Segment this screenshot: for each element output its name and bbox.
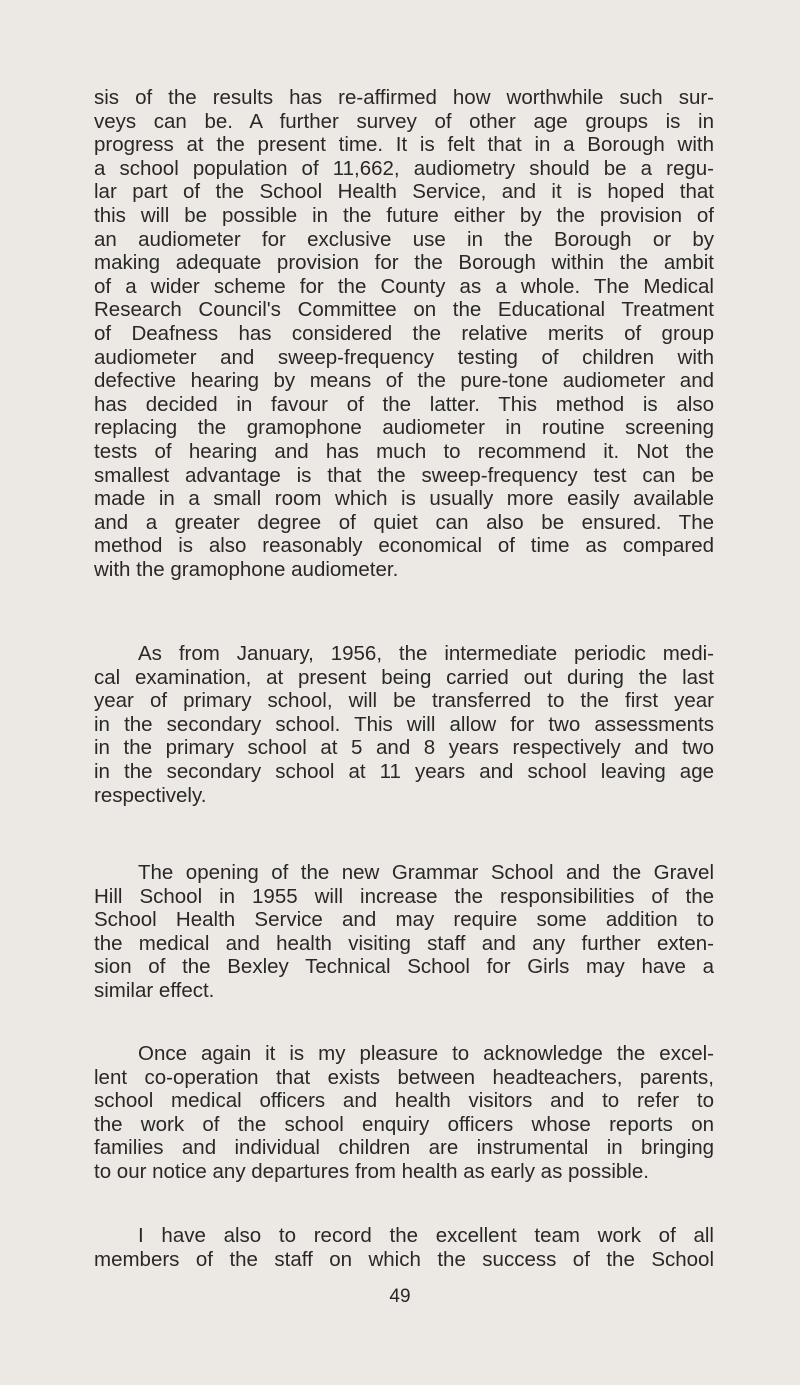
- text-line: cal examination, at present being carried out during the last: [94, 665, 714, 689]
- text-line: tests of hearing and has much to recommend it. Not the: [94, 439, 714, 463]
- text-line: smallest advantage is that the sweep-frequency test can be: [94, 463, 714, 487]
- text-line: in the primary school at 5 and 8 years respectively and two: [94, 736, 714, 760]
- text-line: lent co-operation that exists between headteachers, parents,: [94, 1065, 714, 1089]
- text-line: in the secondary school. This will allow for two assessments: [94, 712, 714, 736]
- text-line: Once again it is my pleasure to acknowledge the excel-: [138, 1042, 714, 1065]
- paragraph-3: [94, 861, 714, 1003]
- paragraph-2: [94, 642, 714, 807]
- text-line: School Health Service and may require some addition to: [94, 908, 714, 932]
- text-line: respectively.: [94, 783, 207, 807]
- paragraph-5: [94, 1224, 714, 1271]
- text-line: audiometer and sweep-frequency testing of children with: [94, 345, 714, 369]
- text-line: a school population of 11,662, audiometry should be a regu-: [94, 156, 714, 180]
- page-number: 49: [389, 1286, 411, 1307]
- text-line: progress at the present time. It is felt that in a Borough with: [94, 133, 714, 157]
- text-line: defective hearing by means of the pure-tone audiometer and: [94, 369, 714, 393]
- text-line: made in a small room which is usually more easily available: [94, 487, 714, 511]
- text-line: and a greater degree of quiet can also be ensured. The: [94, 510, 714, 534]
- text-line: sis of the results has re-affirmed how worthwhile such sur-: [94, 86, 714, 109]
- text-line: members of the staff on which the success of the School: [94, 1247, 714, 1271]
- text-line: As from January, 1956, the intermediate periodic medi-: [138, 642, 714, 665]
- text-line: veys can be. A further survey of other age groups is in: [94, 109, 714, 133]
- text-line: school medical officers and health visitors and to refer to: [94, 1089, 714, 1113]
- paragraph-4: [94, 1042, 714, 1184]
- text-line: an audiometer for exclusive use in the Borough or by: [94, 227, 714, 251]
- text-line: Hill School in 1955 will increase the responsibilities of the: [94, 884, 714, 908]
- text-line: Research Council's Committee on the Educational Treatment: [94, 298, 714, 322]
- text-line: sion of the Bexley Technical School for Girls may have a: [94, 955, 714, 979]
- text-line: year of primary school, will be transferred to the first year: [94, 689, 714, 713]
- text-line: method is also reasonably economical of time as compared: [94, 534, 714, 558]
- text-line: similar effect.: [94, 978, 215, 1002]
- text-line: in the secondary school at 11 years and school leaving age: [94, 759, 714, 783]
- text-line: I have also to record the excellent team work of all: [138, 1224, 714, 1247]
- text-line: the medical and health visiting staff and any further exten-: [94, 931, 714, 955]
- text-line: to our notice any departures from health as early as possible.: [94, 1159, 649, 1183]
- text-line: the work of the school enquiry officers whose reports on: [94, 1112, 714, 1136]
- text-line: has decided in favour of the latter. This method is also: [94, 392, 714, 416]
- text-line: this will be possible in the future either by the provision of: [94, 203, 714, 227]
- text-line: The opening of the new Grammar School and the Gravel: [138, 861, 714, 884]
- paragraph-1: [94, 86, 714, 581]
- text-line: families and individual children are instrumental in bringing: [94, 1136, 714, 1160]
- text-line: replacing the gramophone audiometer in routine screening: [94, 416, 714, 440]
- text-line: of a wider scheme for the County as a whole. The Medical: [94, 274, 714, 298]
- text-line: making adequate provision for the Borough within the ambit: [94, 251, 714, 275]
- text-line: lar part of the School Health Service, and it is hoped that: [94, 180, 714, 204]
- text-line: with the gramophone audiometer.: [94, 557, 399, 581]
- text-line: of Deafness has considered the relative merits of group: [94, 321, 714, 345]
